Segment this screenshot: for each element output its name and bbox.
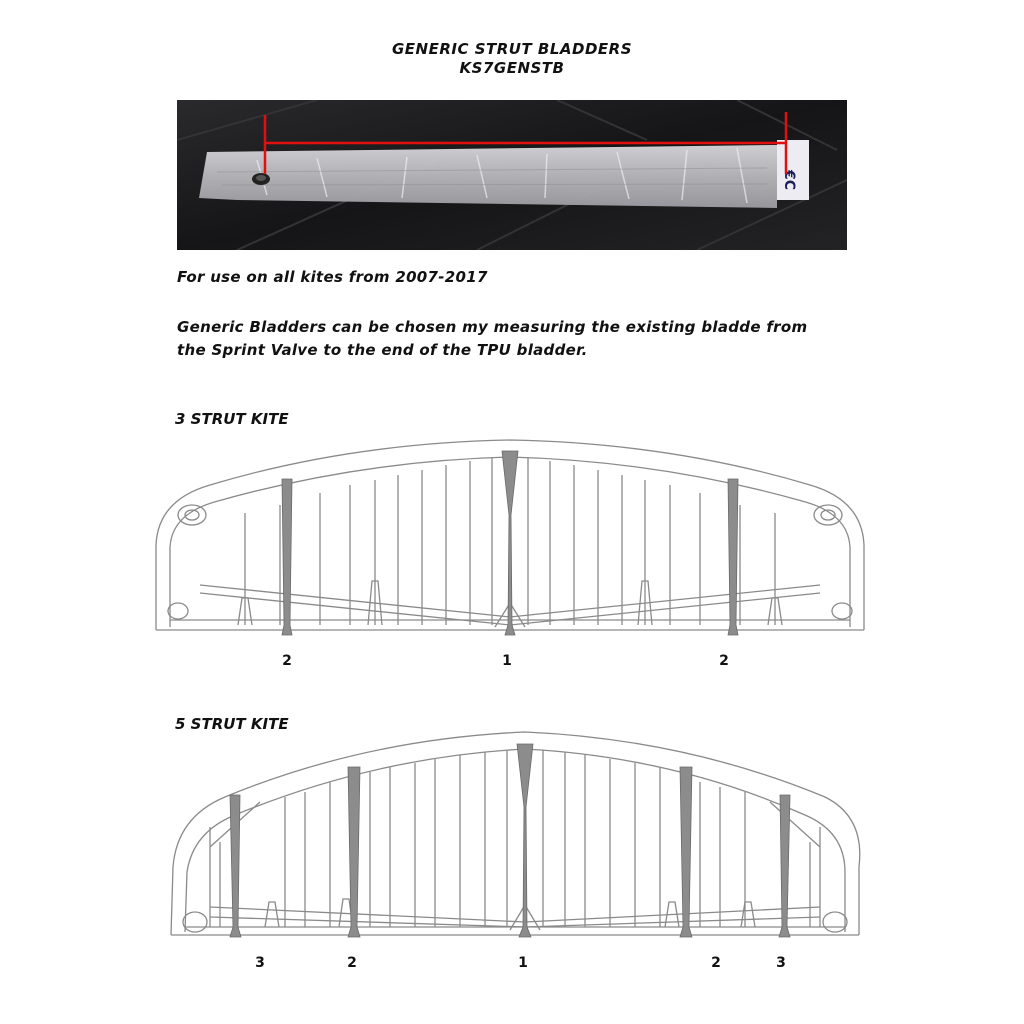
strut-number: 1: [502, 653, 512, 669]
strut-number: 3: [776, 955, 786, 971]
bladder-image: [177, 100, 847, 250]
three-strut-label: 3 STRUT KITE: [175, 410, 289, 428]
strut-number: 2: [719, 653, 729, 669]
bladder-photo: [177, 100, 847, 250]
product-code: KS7GENSTB: [459, 59, 565, 77]
strut-number: 2: [711, 955, 721, 971]
strut-number: 1: [518, 955, 528, 971]
five-strut-kite-diagram: [165, 727, 865, 942]
three-strut-kite-diagram: [150, 435, 870, 640]
svg-text:€C: €C: [781, 170, 797, 191]
five-strut-label: 5 STRUT KITE: [175, 715, 289, 733]
instructions-line-1: Generic Bladders can be chosen my measuring the existing bladde from: [177, 318, 808, 336]
compatibility-note: For use on all kites from 2007-2017: [177, 268, 488, 286]
instructions-line-2: the Sprint Valve to the end of the TPU bladder.: [177, 341, 588, 359]
strut-number: 2: [347, 955, 357, 971]
page-title: GENERIC STRUT BLADDERS: [391, 40, 633, 58]
strut-number: 2: [282, 653, 292, 669]
strut-number: 3: [255, 955, 265, 971]
